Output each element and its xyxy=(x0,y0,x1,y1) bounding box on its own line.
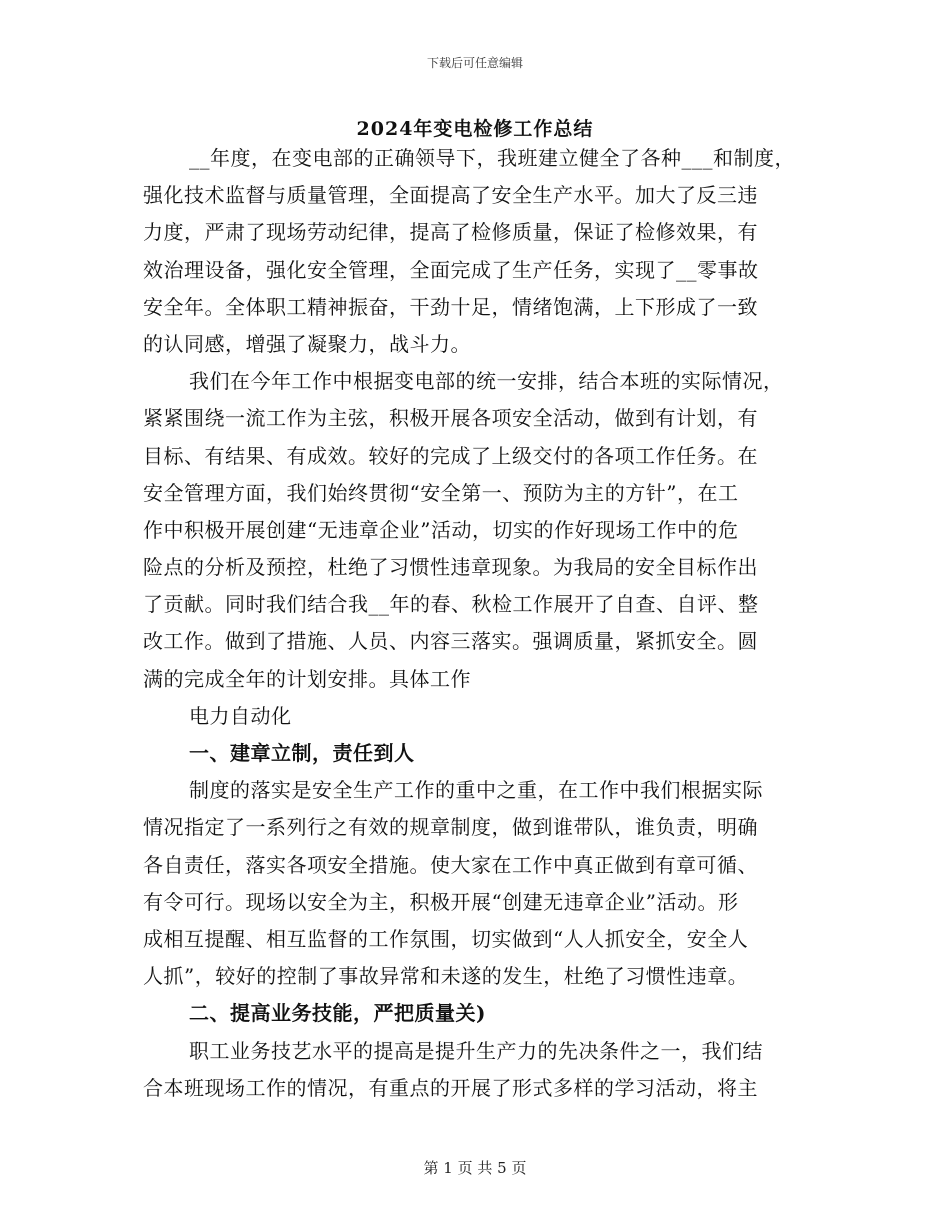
section-heading: 一、建章立制，责任到人 xyxy=(189,741,415,765)
paragraph-line: 各自责任，落实各项安全措施。使大家在工作中真正做到有章可循、 xyxy=(143,852,758,877)
page-header-note: 下载后可任意编辑 xyxy=(426,56,523,70)
document-body xyxy=(143,140,823,1107)
paragraph-line: 职工业务技艺水平的提高是提升生产力的先决条件之一，我们结 xyxy=(189,1038,763,1063)
paragraph-line: 改工作。做到了措施、人员、内容三落实。强调质量，紧抓安全。圆 xyxy=(143,629,758,654)
paragraph-line: __年度，在变电部的正确领导下，我班建立健全了各种___和制度， xyxy=(189,146,795,170)
paragraph-line: 安全年。全体职工精神振奋，干劲十足，情绪饱满，上下形成了一致 xyxy=(143,294,758,319)
paragraph-line: 合本班现场工作的情况，有重点的开展了形式多样的学习活动，将主 xyxy=(143,1075,758,1100)
paragraph-line: 情况指定了一系列行之有效的规章制度，做到谁带队，谁负责，明确 xyxy=(143,815,758,840)
paragraph-line: 安全管理方面，我们始终贯彻“安全第一、预防为主的方针”，在工 xyxy=(143,480,739,505)
paragraph-line: 我们在今年工作中根据变电部的统一安排，结合本班的实际情况， xyxy=(189,369,784,394)
paragraph-line: 目标、有结果、有成效。较好的完成了上级交付的各项工作任务。在 xyxy=(143,443,758,468)
paragraph-line: 成相互提醒、相互监督的工作氛围，切实做到“人人抓安全，安全人 xyxy=(143,926,749,951)
paragraph-line: 人抓”，较好的控制了事故异常和未遂的发生，杜绝了习惯性违章。 xyxy=(143,964,749,989)
section-heading: 二、提高业务技能，严把质量关) xyxy=(189,1001,486,1026)
paragraph-line: 电力自动化 xyxy=(189,703,292,728)
paragraph-line: 险点的分析及预控，杜绝了习惯性违章现象。为我局的安全目标作出 xyxy=(143,555,758,580)
page-number: 第 1 页 共 5 页 xyxy=(423,1159,527,1177)
paragraph-line: 力度，严肃了现场劳动纪律，提高了检修质量，保证了检修效果，有 xyxy=(143,220,758,245)
paragraph-line: 制度的落实是安全生产工作的重中之重，在工作中我们根据实际 xyxy=(189,778,763,803)
paragraph-line: 有令可行。现场以安全为主，积极开展“创建无违章企业”活动。形 xyxy=(143,889,739,914)
paragraph-line: 的认同感，增强了凝聚力，战斗力。 xyxy=(143,331,471,356)
paragraph-line: 了贡献。同时我们结合我__年的春、秋检工作展开了自查、自评、整 xyxy=(143,592,759,617)
paragraph-line: 满的完成全年的计划安排。具体工作 xyxy=(143,666,471,691)
paragraph-line: 作中积极开展创建“无违章企业”活动，切实的作好现场工作中的危 xyxy=(143,517,739,542)
paragraph-line: 紧紧围绕一流工作为主弦，积极开展各项安全活动，做到有计划，有 xyxy=(143,406,758,431)
paragraph-line: 强化技术监督与质量管理，全面提高了安全生产水平。加大了反三违 xyxy=(143,183,758,208)
document-title: 2024年变电检修工作总结 xyxy=(356,118,594,140)
paragraph-line: 效治理设备，强化安全管理，全面完成了生产任务，实现了__零事故 xyxy=(143,257,759,282)
